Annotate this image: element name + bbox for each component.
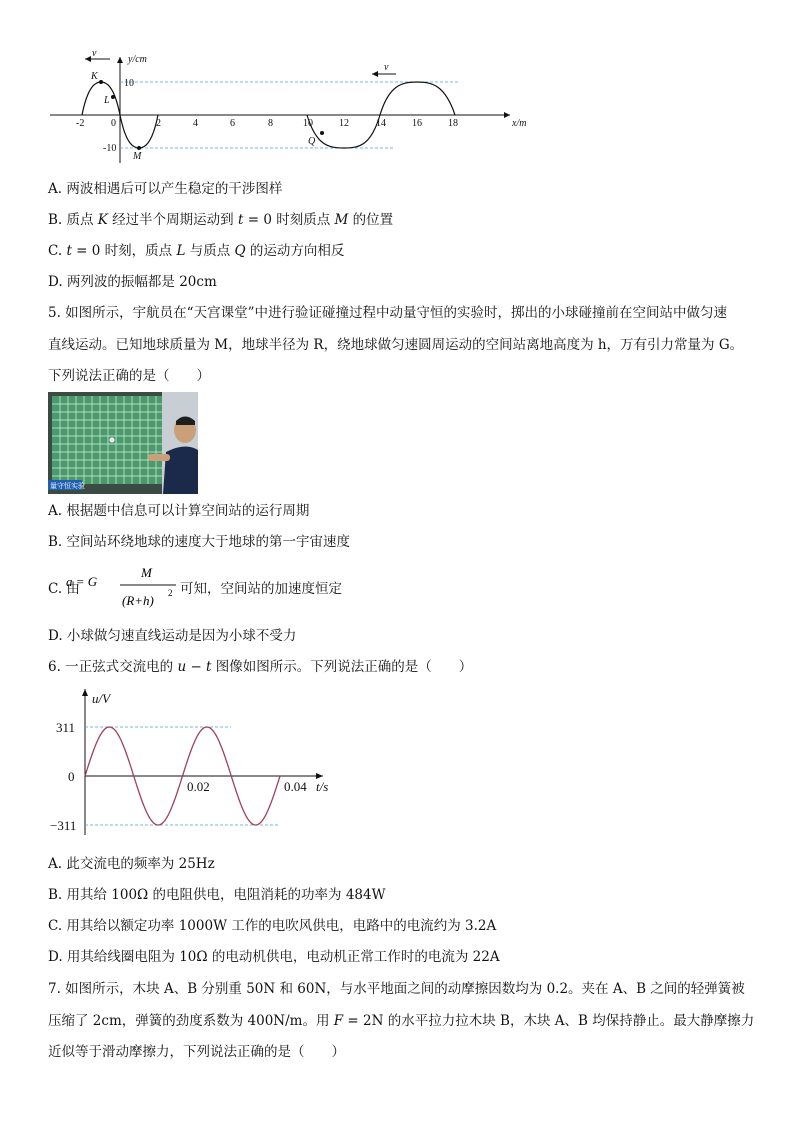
- y-tick-10: 10: [124, 78, 134, 89]
- acceleration-formula: [66, 565, 186, 617]
- point-label-k: K: [91, 71, 98, 82]
- x-tick: 18: [448, 118, 458, 129]
- q5-option-b: B. 空间站环绕地球的速度大于地球的第一宇宙速度: [48, 534, 351, 550]
- q6-option-a: A. 此交流电的频率为 25Hz: [48, 856, 215, 872]
- q5-option-c-prefix: C. 由: [48, 581, 80, 597]
- velocity-label-right: v: [384, 62, 389, 73]
- q5-option-d: D. 小球做匀速直线运动是因为小球不受力: [48, 628, 297, 644]
- point-label-l: L: [104, 95, 110, 106]
- x-tick: 12: [339, 118, 349, 129]
- y-tick-neg10: -10: [103, 143, 117, 154]
- y-tick-0: 0: [68, 769, 75, 784]
- point-label-q: Q: [308, 136, 316, 147]
- q6-option-b: B. 用其给 100Ω 的电阻供电，电阻消耗的功率为 484W: [48, 887, 386, 903]
- x-tick: 2: [156, 118, 161, 129]
- x-tick-0-04: 0.04: [284, 779, 307, 794]
- q6-option-d: D. 用其给线圈电阻为 10Ω 的电动机供电，电动机正常工作时的电流为 22A: [48, 949, 500, 965]
- x-axis-label: x/m: [512, 118, 527, 129]
- svg-text:M: M: [141, 565, 152, 580]
- q7-stem-line1: 7. 如图所示，木块 A、B 分别重 50N 和 60N，与水平地面之间的动摩擦因数均为 0.2。夹在 A、B 之间的轻弹簧被: [48, 981, 745, 997]
- q4-option-c: C. t = 0 时刻，质点 L 与质点 Q 的运动方向相反: [48, 243, 345, 259]
- q5-stem-line2: 直线运动。已知地球质量为 M，地球半径为 R，绕地球做匀速圆周运动的空间站离地高度为 h，万有引力常量为 G。: [48, 337, 744, 353]
- q5-stem-line3: 下列说法正确的是（ ）: [48, 368, 210, 384]
- wave-figure: [40, 45, 540, 170]
- space-station-photo: [48, 392, 198, 494]
- photo-caption: 量守恒实验: [50, 482, 85, 490]
- x-tick: 8: [268, 118, 273, 129]
- x-tick: -2: [76, 118, 85, 129]
- point-label-m: M: [133, 151, 142, 162]
- svg-text:a = G: a = G: [66, 574, 98, 589]
- x-tick: 16: [412, 118, 422, 129]
- x-axis-label: t/s: [316, 779, 329, 794]
- x-tick: 10: [303, 118, 313, 129]
- q5-stem-line1: 5. 如图所示，宇航员在“天宫课堂”中进行验证碰撞过程中动量守恒的实验时，掷出的小球碰撞前在空间站中做匀速: [48, 305, 727, 321]
- velocity-label-left: v: [92, 48, 97, 59]
- y-axis-label: u/V: [92, 691, 111, 706]
- q6-stem: 6. 一正弦式交流电的 u − t 图像如图所示。下列说法正确的是（ ）: [48, 659, 473, 675]
- svg-text:2: 2: [168, 588, 173, 598]
- x-tick: 14: [376, 118, 386, 129]
- y-tick-neg311: −311: [50, 818, 77, 833]
- q4-option-d: D. 两列波的振幅都是 20cm: [48, 274, 217, 290]
- q5-option-c-suffix: 可知，空间站的加速度恒定: [180, 581, 342, 597]
- ac-voltage-chart: [48, 685, 348, 845]
- q4-option-a: A. 两波相遇后可以产生稳定的干涉图样: [48, 181, 283, 197]
- y-tick-311: 311: [56, 720, 76, 735]
- y-axis-label: y/cm: [128, 54, 147, 65]
- x-tick: 6: [230, 118, 235, 129]
- x-tick-0-02: 0.02: [187, 779, 210, 794]
- x-tick: 4: [193, 118, 198, 129]
- q7-stem-line3: 近似等于滑动摩擦力，下列说法正确的是（ ）: [48, 1044, 345, 1060]
- q6-option-c: C. 用其给以额定功率 1000W 工作的电吹风供电，电路中的电流约为 3.2A: [48, 918, 497, 934]
- q5-option-a: A. 根据题中信息可以计算空间站的运行周期: [48, 503, 310, 519]
- x-tick: 0: [111, 118, 116, 129]
- svg-text:(R+h): (R+h): [122, 593, 154, 608]
- q4-option-b: B. 质点 K 经过半个周期运动到 t = 0 时刻质点 M 的位置: [48, 212, 394, 228]
- q7-stem-line2: 压缩了 2cm，弹簧的劲度系数为 400N/m。用 F = 2N 的水平拉力拉木块 B，木块 A、B 均保持静止。最大静摩擦力: [48, 1013, 755, 1029]
